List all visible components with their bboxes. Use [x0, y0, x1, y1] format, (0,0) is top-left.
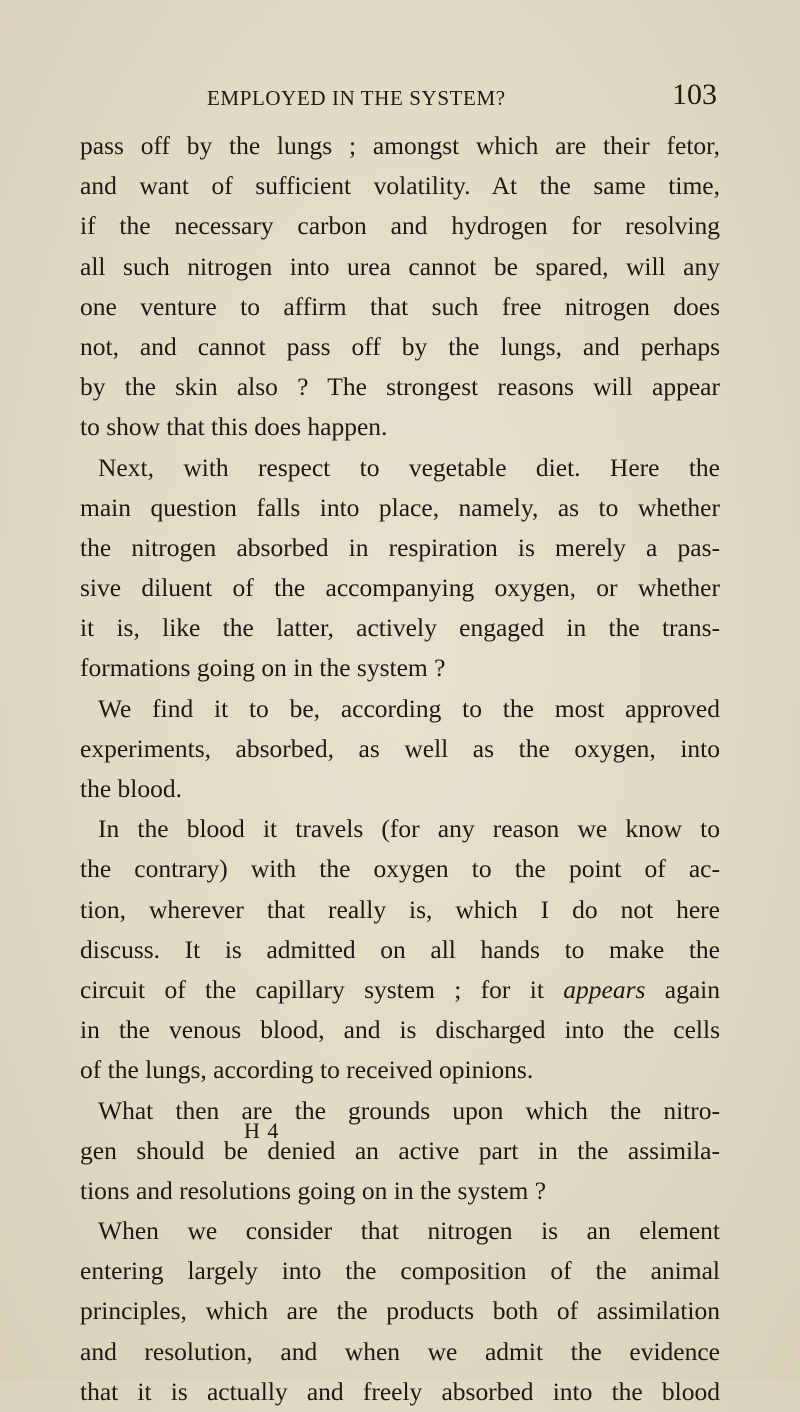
text-line: formations going on in the system ? — [80, 653, 446, 683]
italic-word: appears — [563, 974, 646, 1004]
text-line: sive diluent of the accompanying oxygen, or whether — [80, 573, 720, 603]
text-line: entering largely into the composition of the animal — [80, 1256, 720, 1286]
text-line: discuss. It is admitted on all hands to make the — [80, 934, 720, 964]
text-segment: circuit of the capillary system ; for it — [80, 974, 564, 1004]
text-line: to show that this does happen. — [80, 412, 388, 442]
body-text — [80, 126, 720, 1412]
text-line: main question falls into place, namely, as to whether — [80, 492, 720, 522]
text-line: and want of sufficient volatility. At the same time, — [80, 171, 720, 201]
page-number: 103 — [672, 78, 717, 111]
text-line: the contrary) with the oxygen to the point of ac- — [80, 854, 720, 884]
text-line: in the venous blood, and is discharged into the cells — [80, 1015, 720, 1045]
text-line: by the skin also ? The strongest reasons will appear — [80, 372, 720, 402]
text-line-with-italic — [80, 970, 720, 1010]
text-line: the blood. — [80, 774, 182, 803]
text-line: and resolution, and when we admit the evidence — [80, 1336, 720, 1366]
text-line: principles, which are the products both of assimilation — [80, 1296, 720, 1326]
paragraph-start-line: Next, with respect to vegetable diet. Here the — [98, 452, 720, 482]
text-line: gen should be denied an active part in the assimila- — [80, 1135, 720, 1165]
paragraph-start-line: We find it to be, according to the most approved — [98, 693, 720, 723]
text-line: experiments, absorbed, as well as the oxygen, into — [80, 733, 720, 763]
text-line: pass off by the lungs ; amongst which are their fetor, — [80, 131, 720, 160]
text-line: tion, wherever that really is, which I do not here — [80, 894, 720, 924]
text-line: it is, like the latter, actively engaged in the trans- — [80, 613, 720, 643]
text-line: not, and cannot pass off by the lungs, and perhaps — [80, 331, 720, 361]
text-line: if the necessary carbon and hydrogen for resolving — [80, 211, 720, 241]
paragraph-start-line: In the blood it travels (for any reason we know to — [98, 814, 720, 844]
paragraph-start-line: What then are the grounds upon which the nitro- — [98, 1095, 720, 1125]
running-head-title: EMPLOYED IN THE SYSTEM? — [207, 86, 506, 110]
text-line: that it is actually and freely absorbed into the blood — [80, 1376, 720, 1406]
text-line: tions and resolutions going on in the system ? — [80, 1175, 547, 1205]
running-head — [80, 78, 720, 118]
text-line: one venture to affirm that such free nitrogen does — [80, 291, 720, 321]
text-line: the nitrogen absorbed in respiration is merely a pas- — [80, 532, 720, 562]
text-line: all such nitrogen into urea cannot be spared, will any — [80, 251, 720, 281]
text-line: of the lungs, according to received opinions. — [80, 1055, 534, 1085]
signature-mark: H 4 — [244, 1118, 280, 1143]
paragraph-start-line: When we consider that nitrogen is an element — [98, 1216, 720, 1246]
text-segment: again — [645, 974, 720, 1004]
